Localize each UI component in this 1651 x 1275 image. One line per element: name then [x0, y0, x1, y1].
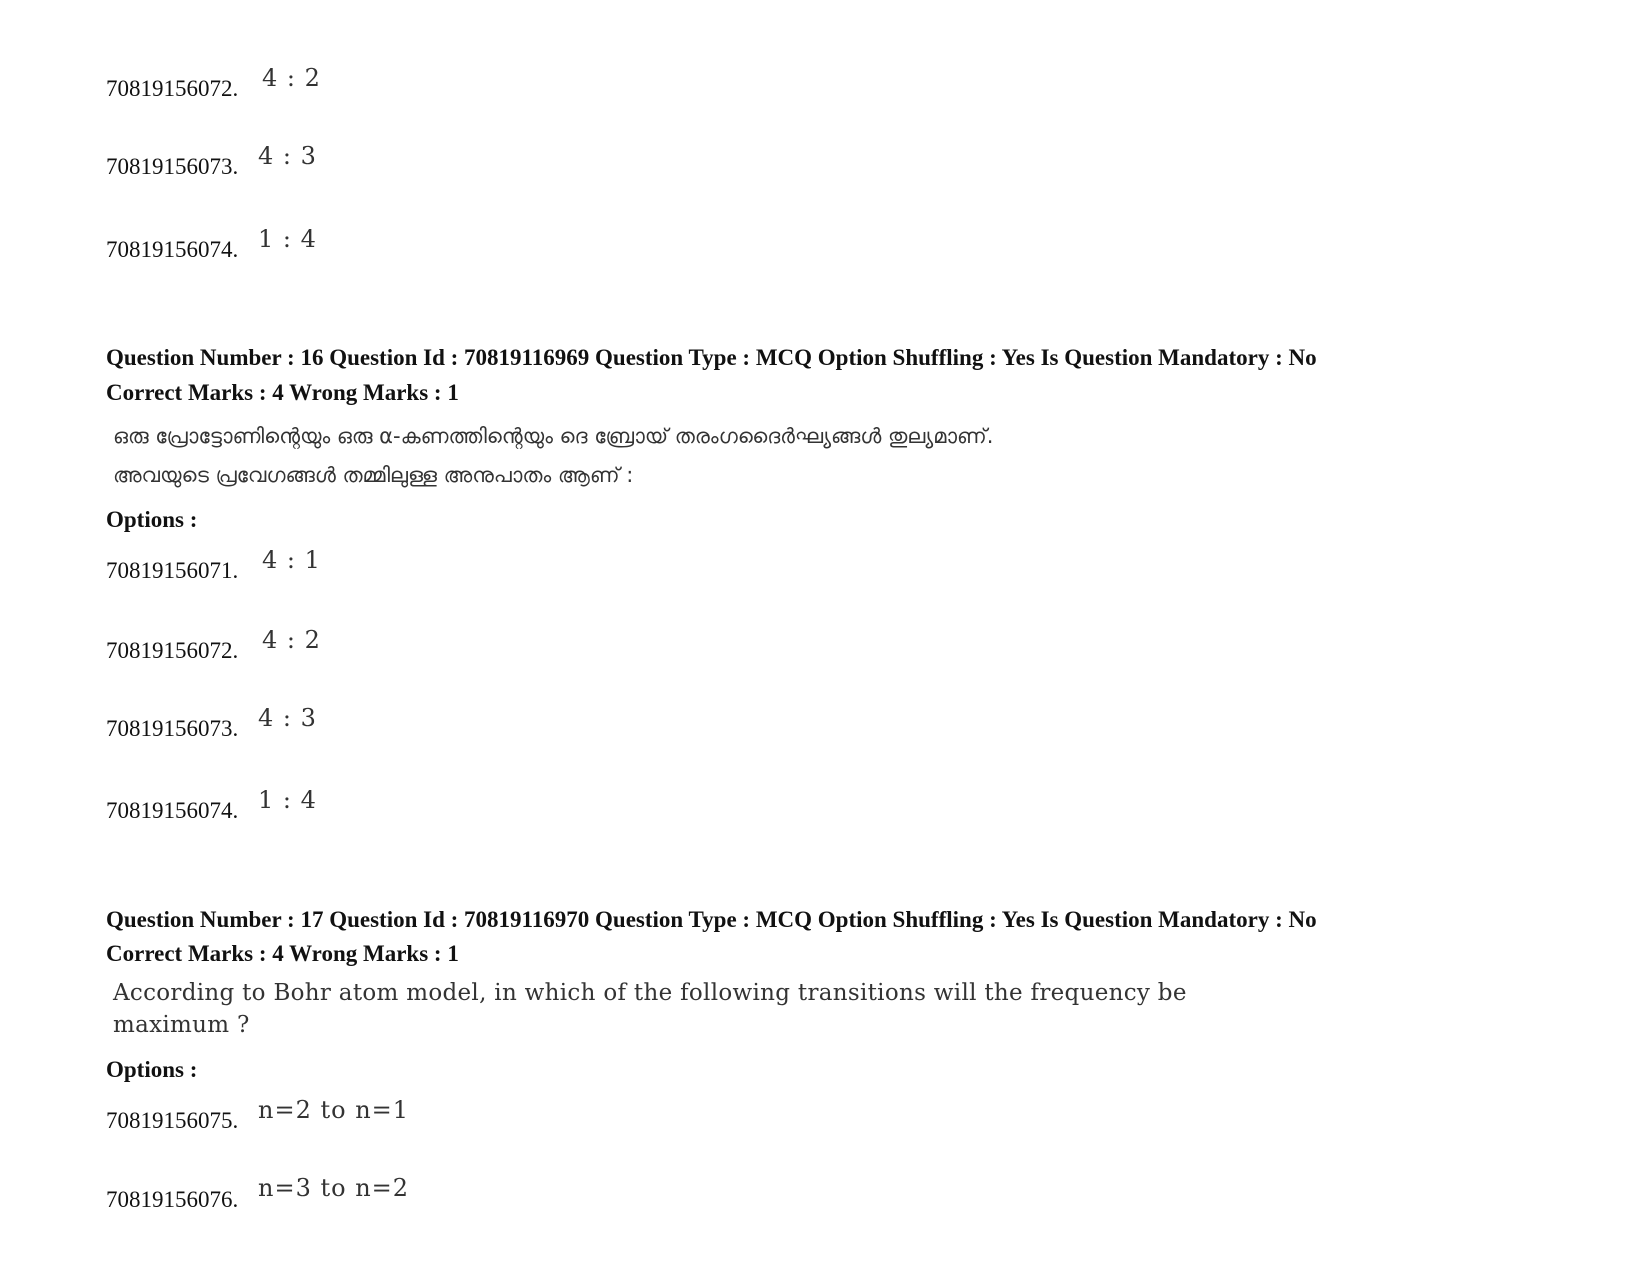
option-id: 70819156073.: [106, 154, 239, 179]
question-16-header: Question Number : 16 Question Id : 70819116969 Question Type : MCQ Option Shuffling : Yes Is Question Mandatory : No: [106, 345, 1317, 370]
question-16-marks: Correct Marks : 4 Wrong Marks : 1: [106, 380, 459, 405]
option-id: 70819156075.: [106, 1108, 239, 1133]
question-17-header: Question Number : 17 Question Id : 70819116970 Question Type : MCQ Option Shuffling : Yes Is Question Mandatory : No: [106, 907, 1317, 932]
question-16-text-line-1: ഒരു പ്രോട്ടോണിന്റെയും ഒരു α-കണത്തിന്റെയും ദെ ബ്രോയ് തരംഗദൈർഘ്യങ്ങൾ തുല്യമാണ്.: [113, 424, 994, 448]
option-value: n=2 to n=1: [258, 1096, 410, 1124]
question-16-options-label: Options :: [106, 507, 198, 532]
option-id: 70819156074.: [106, 798, 239, 823]
question-17-text-line-1: According to Bohr atom model, in which of the following transitions will the frequency be: [113, 980, 1187, 1006]
option-value: 4 : 3: [258, 142, 317, 170]
option-id: 70819156071.: [106, 558, 239, 583]
option-value: n=3 to n=2: [258, 1174, 410, 1202]
question-17-options-label: Options :: [106, 1057, 198, 1082]
option-value: 1 : 4: [258, 786, 317, 814]
option-id: 70819156072.: [106, 638, 239, 663]
option-value: 1 : 4: [258, 225, 317, 253]
question-16-text-line-2: അവയുടെ പ്രവേഗങ്ങൾ തമ്മിലുള്ള അനുപാതം ആണ് :: [113, 463, 634, 487]
option-value: 4 : 1: [262, 546, 321, 574]
option-value: 4 : 3: [258, 704, 317, 732]
option-id: 70819156072.: [106, 76, 239, 101]
option-id: 70819156076.: [106, 1187, 239, 1212]
option-value: 4 : 2: [262, 626, 321, 654]
option-id: 70819156074.: [106, 237, 239, 262]
question-17-text-line-2: maximum ?: [113, 1012, 250, 1038]
option-id: 70819156073.: [106, 716, 239, 741]
question-17-marks: Correct Marks : 4 Wrong Marks : 1: [106, 941, 459, 966]
option-value: 4 : 2: [262, 64, 321, 92]
